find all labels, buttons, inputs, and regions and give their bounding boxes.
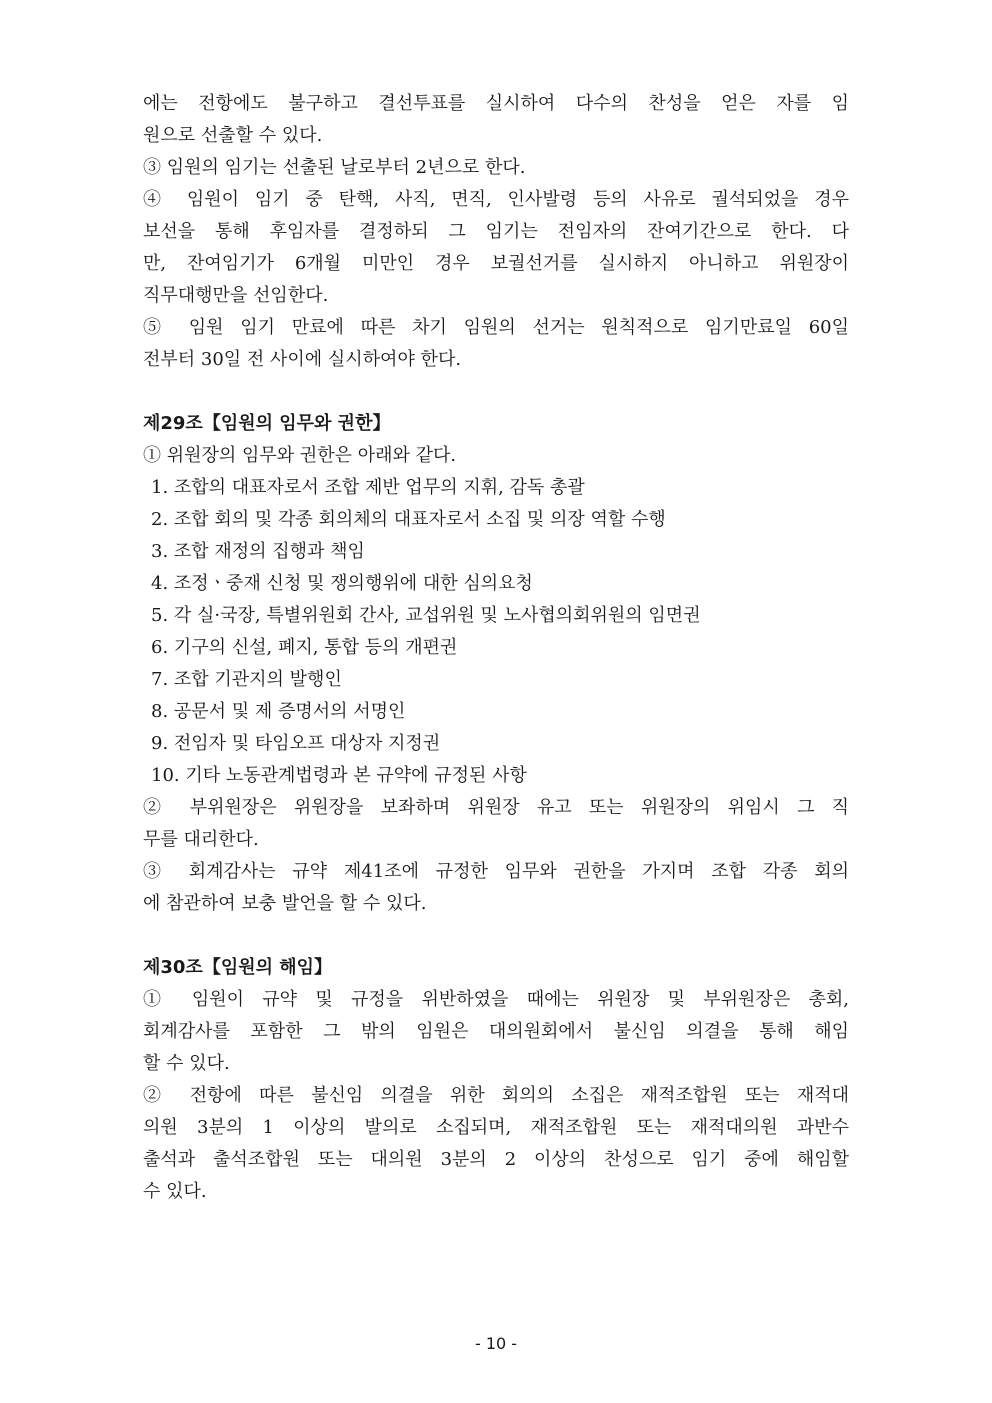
paragraph-line: 직무대행만을 선임한다. xyxy=(143,285,329,306)
page-number: - 10 - xyxy=(474,1334,518,1353)
duty-list xyxy=(143,472,849,792)
paragraph-line: 전부터 30일 전 사이에 실시하여야 한다. xyxy=(143,349,462,370)
article-30 xyxy=(143,952,849,1208)
section-spacer xyxy=(143,376,849,408)
list-item: 5. 각 실·국장, 특별위원회 간사, 교섭위원 및 노사협의회위원의 임면권 xyxy=(151,605,701,626)
paragraph-line: 할 수 있다. xyxy=(143,1053,230,1074)
paragraph-line: ③ 회계감사는 규약 제41조에 규정한 임무와 권한을 가지며 조합 각종 회의 xyxy=(143,861,849,882)
paragraph-line: 보선을 통해 후임자를 결정하되 그 임기는 전임자의 잔여기간으로 한다. 다 xyxy=(143,221,849,242)
article-heading: 제29조【임원의 임무와 권한】 xyxy=(143,413,391,434)
paragraph-line: ① 위원장의 임무와 권한은 아래와 같다. xyxy=(143,445,457,466)
list-item: 10. 기타 노동관계법령과 본 규약에 규정된 사항 xyxy=(151,765,527,786)
previous-article-continuation xyxy=(143,88,849,376)
document-body xyxy=(143,88,849,1208)
article-heading: 제30조【임원의 해임】 xyxy=(143,957,333,978)
paragraph-line: 출석과 출석조합원 또는 대의원 3분의 2 이상의 찬성으로 임기 중에 해임할 xyxy=(143,1149,849,1170)
paragraph-line: ② 부위원장은 위원장을 보좌하며 위원장 유고 또는 위원장의 위임시 그 직 xyxy=(143,797,849,818)
section-spacer xyxy=(143,920,849,952)
paragraph-line: 에는 전항에도 불구하고 결선투표를 실시하여 다수의 찬성을 얻은 자를 임 xyxy=(143,93,849,114)
paragraph-line: 원으로 선출할 수 있다. xyxy=(143,125,323,146)
list-item: 1. 조합의 대표자로서 조합 제반 업무의 지휘, 감독 총괄 xyxy=(151,477,585,498)
paragraph-line: ④ 임원이 임기 중 탄핵, 사직, 면직, 인사발령 등의 사유로 궐석되었을 경우 xyxy=(143,189,849,210)
paragraph-line: ⑤ 임원 임기 만료에 따른 차기 임원의 선거는 원칙적으로 임기만료일 60일 xyxy=(143,317,849,338)
article-29 xyxy=(143,408,849,920)
list-item: 9. 전임자 및 타임오프 대상자 지정권 xyxy=(151,733,441,754)
paragraph-line: ③ 임원의 임기는 선출된 날로부터 2년으로 한다. xyxy=(143,157,526,178)
list-item: 7. 조합 기관지의 발행인 xyxy=(151,669,342,690)
paragraph-line: ① 임원이 규약 및 규정을 위반하였을 때에는 위원장 및 부위원장은 총회, xyxy=(143,989,849,1010)
paragraph-line: ② 전항에 따른 불신임 의결을 위한 회의의 소집은 재적조합원 또는 재적대 xyxy=(143,1085,849,1106)
paragraph-line: 에 참관하여 보충 발언을 할 수 있다. xyxy=(143,893,427,914)
list-item: 3. 조합 재정의 집행과 책임 xyxy=(151,541,365,562)
paragraph-line: 의원 3분의 1 이상의 발의로 소집되며, 재적조합원 또는 재적대의원 과반수 xyxy=(143,1117,849,1138)
paragraph-line: 회계감사를 포함한 그 밖의 임원은 대의원회에서 불신임 의결을 통해 해임 xyxy=(143,1021,849,1042)
list-item: 6. 기구의 신설, 폐지, 통합 등의 개편권 xyxy=(151,637,458,658)
paragraph-line: 무를 대리한다. xyxy=(143,829,259,850)
paragraph-line: 만, 잔여임기가 6개월 미만인 경우 보궐선거를 실시하지 아니하고 위원장이 xyxy=(143,253,849,274)
paragraph-line: 수 있다. xyxy=(143,1181,207,1202)
list-item: 2. 조합 회의 및 각종 회의체의 대표자로서 소집 및 의장 역할 수행 xyxy=(151,509,666,530)
list-item: 4. 조정ㆍ중재 신청 및 쟁의행위에 대한 심의요청 xyxy=(151,573,533,594)
list-item: 8. 공문서 및 제 증명서의 서명인 xyxy=(151,701,406,722)
